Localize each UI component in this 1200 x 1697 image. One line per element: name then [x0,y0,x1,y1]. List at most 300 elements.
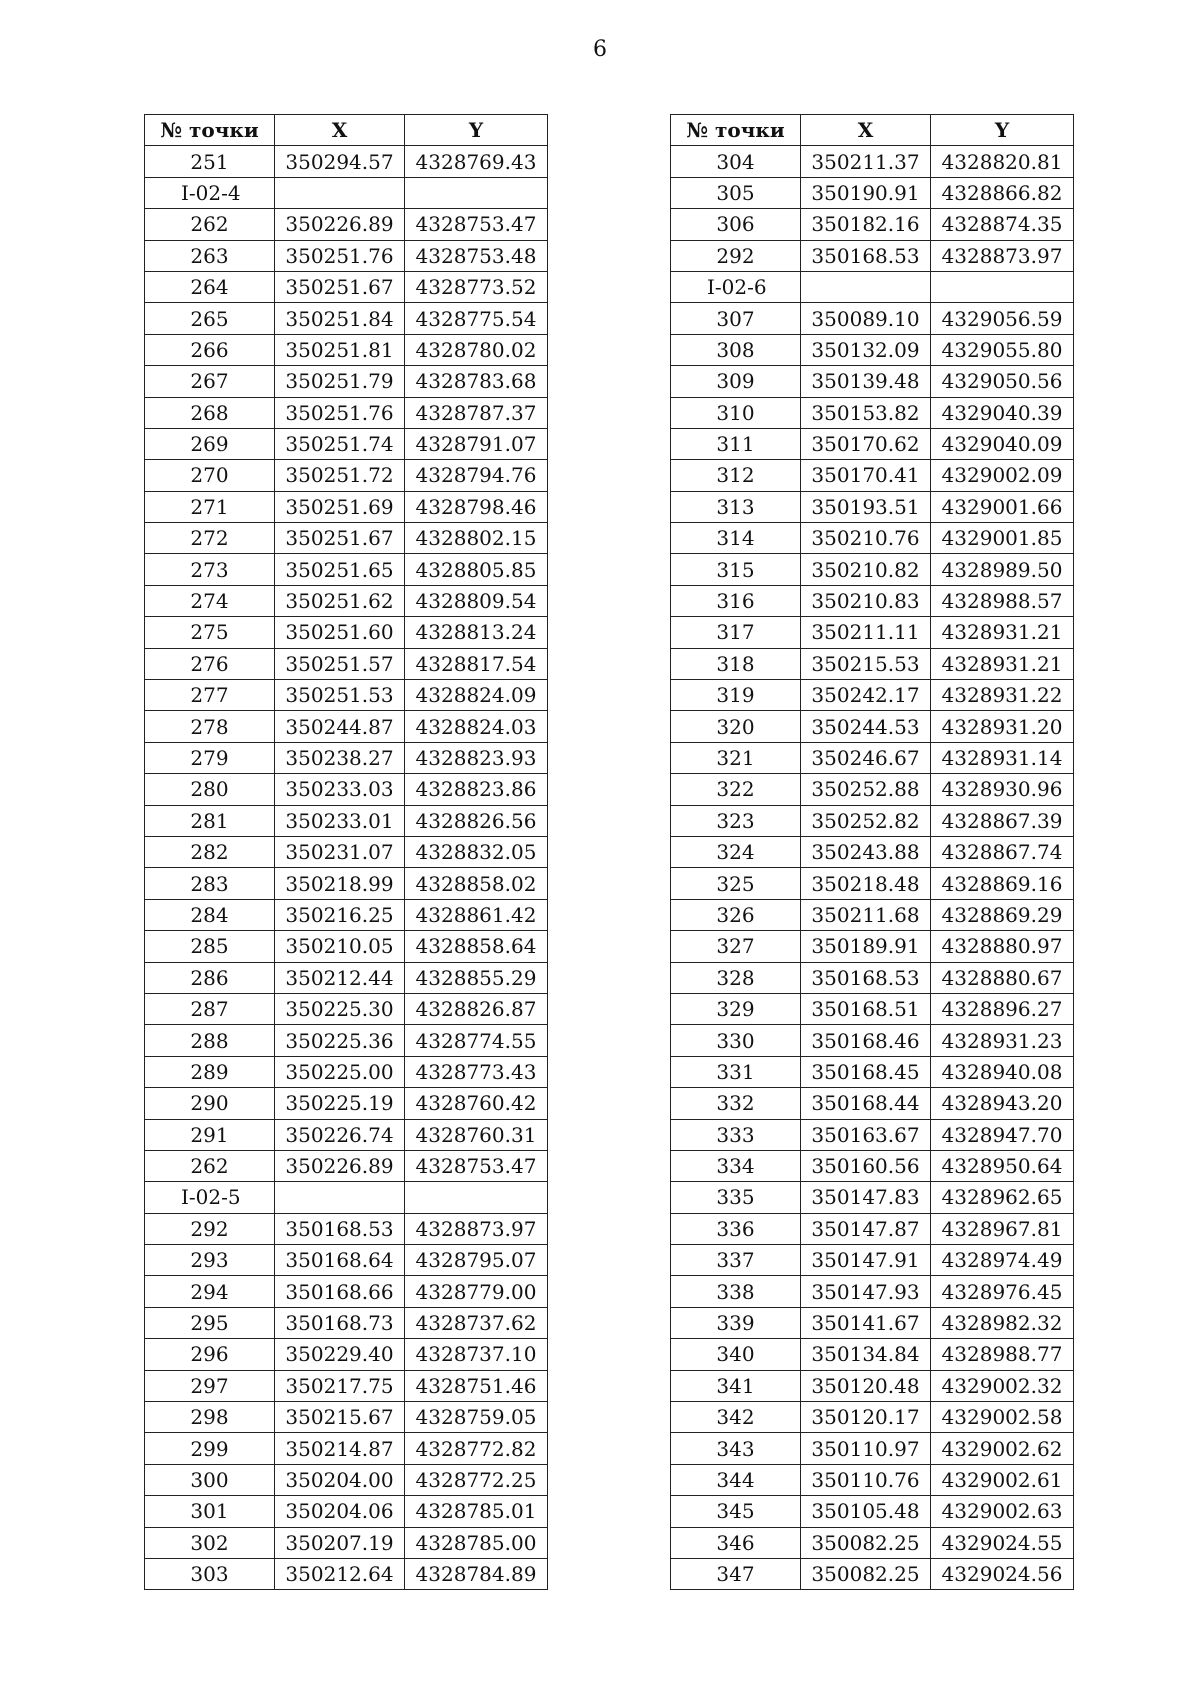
cell-x: 350252.88 [801,774,931,805]
cell-point-number: 278 [145,711,275,742]
cell-x: 350229.40 [275,1339,405,1370]
cell-x: 350153.82 [801,397,931,428]
cell-y: 4328950.64 [931,1150,1074,1181]
cell-y: 4328779.00 [405,1276,548,1307]
cell-x: 350163.67 [801,1119,931,1150]
cell-y: 4328931.20 [931,711,1074,742]
cell-y: 4328785.01 [405,1496,548,1527]
header-point-number: № точки [145,115,275,146]
cell-x: 350226.89 [275,1150,405,1181]
cell-y [931,271,1074,302]
table-row [145,1558,548,1589]
cell-group-label: I-02-6 [671,271,801,302]
cell-x: 350251.67 [275,271,405,302]
cell-y: 4328867.39 [931,805,1074,836]
cell-y: 4329056.59 [931,303,1074,334]
cell-x: 350210.82 [801,554,931,585]
cell-y: 4329002.63 [931,1496,1074,1527]
cell-x: 350251.60 [275,617,405,648]
table-row [145,491,548,522]
table-row [671,146,1074,177]
cell-y: 4328824.03 [405,711,548,742]
cell-x: 350082.25 [801,1527,931,1558]
cell-x: 350182.16 [801,209,931,240]
cell-point-number: 335 [671,1182,801,1213]
cell-y: 4329002.32 [931,1370,1074,1401]
cell-y: 4329001.66 [931,491,1074,522]
cell-point-number: 343 [671,1433,801,1464]
cell-x: 350215.53 [801,648,931,679]
cell-point-number: 286 [145,962,275,993]
cell-x: 350211.11 [801,617,931,648]
table-row [671,836,1074,867]
cell-point-number: 266 [145,334,275,365]
cell-y: 4328783.68 [405,366,548,397]
cell-point-number: 304 [671,146,801,177]
table-row [145,1056,548,1087]
cell-point-number: 307 [671,303,801,334]
cell-y: 4328974.49 [931,1245,1074,1276]
cell-point-number: 273 [145,554,275,585]
cell-y: 4328774.55 [405,1025,548,1056]
cell-x: 350214.87 [275,1433,405,1464]
table-row [145,931,548,962]
cell-x: 350120.17 [801,1402,931,1433]
cell-y: 4328760.42 [405,1088,548,1119]
cell-y: 4328832.05 [405,836,548,867]
cell-y: 4328982.32 [931,1307,1074,1338]
table-row [671,585,1074,616]
cell-y: 4328858.02 [405,868,548,899]
cell-point-number: 271 [145,491,275,522]
cell-y: 4328798.46 [405,491,548,522]
group-row [145,177,548,208]
cell-point-number: 289 [145,1056,275,1087]
cell-x: 350231.07 [275,836,405,867]
table-body-left [145,146,548,1590]
table-row [145,962,548,993]
cell-x: 350204.06 [275,1496,405,1527]
table-row [145,805,548,836]
cell-x: 350251.65 [275,554,405,585]
table-row [145,209,548,240]
cell-y: 4328751.46 [405,1370,548,1401]
cell-y: 4328867.74 [931,836,1074,867]
cell-y: 4328962.65 [931,1182,1074,1213]
table-row [145,836,548,867]
cell-point-number: 328 [671,962,801,993]
cell-y: 4328940.08 [931,1056,1074,1087]
cell-x: 350251.57 [275,648,405,679]
table-row [145,1245,548,1276]
cell-x: 350246.67 [801,742,931,773]
cell-x: 350168.51 [801,993,931,1024]
cell-y: 4328874.35 [931,209,1074,240]
table-row [145,146,548,177]
cell-y: 4328795.07 [405,1245,548,1276]
table-row [671,1119,1074,1150]
cell-y: 4328873.97 [931,240,1074,271]
table-row [145,1402,548,1433]
table-row [145,1433,548,1464]
cell-x: 350089.10 [801,303,931,334]
cell-point-number: 292 [145,1213,275,1244]
cell-point-number: 309 [671,366,801,397]
cell-x: 350210.83 [801,585,931,616]
cell-point-number: 265 [145,303,275,334]
cell-x: 350120.48 [801,1370,931,1401]
cell-x: 350168.66 [275,1276,405,1307]
cell-y: 4328931.23 [931,1025,1074,1056]
cell-point-number: 331 [671,1056,801,1087]
table-row [671,1182,1074,1213]
table-row [145,240,548,271]
cell-x: 350294.57 [275,146,405,177]
cell-x: 350082.25 [801,1558,931,1589]
table-row [145,774,548,805]
table-row [671,1245,1074,1276]
table-row [671,1307,1074,1338]
table-row [145,1213,548,1244]
table-row [145,1276,548,1307]
cell-y: 4329001.85 [931,523,1074,554]
cell-point-number: 298 [145,1402,275,1433]
table-row [671,366,1074,397]
cell-x: 350147.87 [801,1213,931,1244]
cell-x: 350226.89 [275,209,405,240]
table-row [671,523,1074,554]
cell-y: 4328930.96 [931,774,1074,805]
table-row [671,428,1074,459]
cell-x: 350211.37 [801,146,931,177]
cell-x: 350225.00 [275,1056,405,1087]
table-row [671,1464,1074,1495]
cell-y: 4328826.87 [405,993,548,1024]
table-row [671,711,1074,742]
cell-y: 4328805.85 [405,554,548,585]
cell-point-number: 251 [145,146,275,177]
cell-x: 350212.44 [275,962,405,993]
cell-x: 350251.69 [275,491,405,522]
cell-point-number: 317 [671,617,801,648]
cell-y: 4328737.10 [405,1339,548,1370]
cell-x: 350147.93 [801,1276,931,1307]
cell-point-number: 264 [145,271,275,302]
cell-x: 350168.64 [275,1245,405,1276]
cell-y: 4328988.57 [931,585,1074,616]
cell-y: 4329040.39 [931,397,1074,428]
table-row [671,648,1074,679]
cell-y: 4328931.21 [931,617,1074,648]
table-row [671,1433,1074,1464]
cell-y: 4328943.20 [931,1088,1074,1119]
cell-point-number: 301 [145,1496,275,1527]
cell-point-number: 326 [671,899,801,930]
cell-x: 350189.91 [801,931,931,962]
cell-point-number: 334 [671,1150,801,1181]
cell-y: 4329002.62 [931,1433,1074,1464]
cell-x: 350134.84 [801,1339,931,1370]
cell-x: 350110.97 [801,1433,931,1464]
cell-point-number: 310 [671,397,801,428]
cell-x: 350141.67 [801,1307,931,1338]
cell-point-number: 316 [671,585,801,616]
cell-x: 350226.74 [275,1119,405,1150]
cell-x: 350160.56 [801,1150,931,1181]
cell-y: 4328869.29 [931,899,1074,930]
cell-point-number: 274 [145,585,275,616]
cell-x: 350251.72 [275,460,405,491]
header-row [145,115,548,146]
cell-point-number: 313 [671,491,801,522]
cell-point-number: 269 [145,428,275,459]
cell-y: 4328823.93 [405,742,548,773]
cell-x: 350251.62 [275,585,405,616]
cell-y: 4328775.54 [405,303,548,334]
cell-x: 350168.44 [801,1088,931,1119]
group-row [671,271,1074,302]
table-row [145,1088,548,1119]
cell-point-number: 318 [671,648,801,679]
table-row [145,1339,548,1370]
table-row [671,177,1074,208]
table-row [671,491,1074,522]
cell-point-number: 282 [145,836,275,867]
cell-point-number: 324 [671,836,801,867]
table-row [145,711,548,742]
cell-point-number: 296 [145,1339,275,1370]
cell-point-number: 346 [671,1527,801,1558]
cell-point-number: 291 [145,1119,275,1150]
cell-x: 350233.01 [275,805,405,836]
cell-point-number: 303 [145,1558,275,1589]
cell-x: 350139.48 [801,366,931,397]
header-point-number: № точки [671,115,801,146]
cell-point-number: 319 [671,680,801,711]
cell-point-number: 302 [145,1527,275,1558]
cell-x: 350251.53 [275,680,405,711]
header-y: Y [931,115,1074,146]
cell-point-number: 300 [145,1464,275,1495]
cell-y: 4328976.45 [931,1276,1074,1307]
table-row [671,993,1074,1024]
cell-y: 4328760.31 [405,1119,548,1150]
table-row [145,554,548,585]
cell-point-number: 321 [671,742,801,773]
cell-x: 350225.19 [275,1088,405,1119]
table-body-right [671,146,1074,1590]
cell-y: 4328785.00 [405,1527,548,1558]
table-row [145,460,548,491]
cell-x: 350251.79 [275,366,405,397]
cell-y: 4328802.15 [405,523,548,554]
cell-point-number: 345 [671,1496,801,1527]
table-row [145,271,548,302]
cell-x: 350170.62 [801,428,931,459]
cell-x: 350217.75 [275,1370,405,1401]
cell-point-number: 323 [671,805,801,836]
cell-point-number: 295 [145,1307,275,1338]
cell-point-number: 340 [671,1339,801,1370]
table-row [671,303,1074,334]
table-row [145,585,548,616]
cell-x [801,271,931,302]
cell-x: 350168.53 [801,240,931,271]
cell-point-number: 292 [671,240,801,271]
cell-x: 350212.64 [275,1558,405,1589]
coordinates-table-right [670,114,1074,1590]
cell-x: 350190.91 [801,177,931,208]
cell-point-number: 276 [145,648,275,679]
table-row [671,1527,1074,1558]
cell-point-number: 305 [671,177,801,208]
cell-point-number: 290 [145,1088,275,1119]
cell-y: 4328753.47 [405,209,548,240]
cell-y: 4328823.86 [405,774,548,805]
table-row [671,1025,1074,1056]
table-row [671,1056,1074,1087]
cell-y: 4328787.37 [405,397,548,428]
cell-point-number: 320 [671,711,801,742]
cell-point-number: 267 [145,366,275,397]
cell-y: 4328855.29 [405,962,548,993]
cell-group-label: I-02-4 [145,177,275,208]
cell-point-number: 342 [671,1402,801,1433]
table-row [671,1496,1074,1527]
cell-x: 350251.81 [275,334,405,365]
group-row [145,1182,548,1213]
cell-x [275,177,405,208]
cell-point-number: 262 [145,1150,275,1181]
cell-x: 350251.74 [275,428,405,459]
table-row [671,1213,1074,1244]
cell-y: 4328737.62 [405,1307,548,1338]
cell-x: 350168.53 [275,1213,405,1244]
cell-y: 4328769.43 [405,146,548,177]
cell-x: 350242.17 [801,680,931,711]
header-x: X [275,115,405,146]
cell-y: 4328989.50 [931,554,1074,585]
cell-y: 4329024.55 [931,1527,1074,1558]
cell-point-number: 270 [145,460,275,491]
cell-y: 4328809.54 [405,585,548,616]
cell-point-number: 311 [671,428,801,459]
cell-y: 4328873.97 [405,1213,548,1244]
cell-y: 4329055.80 [931,334,1074,365]
cell-x: 350211.68 [801,899,931,930]
cell-y: 4328866.82 [931,177,1074,208]
cell-x: 350193.51 [801,491,931,522]
cell-point-number: 322 [671,774,801,805]
cell-y: 4328784.89 [405,1558,548,1589]
table-row [671,680,1074,711]
cell-x: 350170.41 [801,460,931,491]
table-row [671,1402,1074,1433]
cell-x: 350225.36 [275,1025,405,1056]
cell-x: 350168.46 [801,1025,931,1056]
cell-point-number: 279 [145,742,275,773]
cell-point-number: 287 [145,993,275,1024]
table-row [145,1464,548,1495]
table-row [671,334,1074,365]
cell-x [275,1182,405,1213]
cell-point-number: 288 [145,1025,275,1056]
page-number: 6 [593,37,607,62]
table-row [145,523,548,554]
table-row [145,366,548,397]
table-row [671,240,1074,271]
cell-point-number: 327 [671,931,801,962]
header-y: Y [405,115,548,146]
cell-point-number: 275 [145,617,275,648]
cell-y: 4328772.82 [405,1433,548,1464]
table-row [145,899,548,930]
cell-x: 350168.45 [801,1056,931,1087]
table-row [671,1150,1074,1181]
cell-y: 4328869.16 [931,868,1074,899]
cell-x: 350252.82 [801,805,931,836]
cell-x: 350110.76 [801,1464,931,1495]
cell-y [405,1182,548,1213]
cell-point-number: 284 [145,899,275,930]
table-row [671,899,1074,930]
table-row [145,1527,548,1558]
cell-y: 4328773.52 [405,271,548,302]
cell-x: 350105.48 [801,1496,931,1527]
cell-y: 4328794.76 [405,460,548,491]
cell-point-number: 312 [671,460,801,491]
cell-y: 4328813.24 [405,617,548,648]
cell-x: 350233.03 [275,774,405,805]
cell-y: 4328759.05 [405,1402,548,1433]
table-row [671,397,1074,428]
table-row [145,1370,548,1401]
cell-y: 4328824.09 [405,680,548,711]
cell-y: 4328880.67 [931,962,1074,993]
cell-point-number: 330 [671,1025,801,1056]
cell-point-number: 308 [671,334,801,365]
cell-point-number: 347 [671,1558,801,1589]
cell-y: 4329040.09 [931,428,1074,459]
table-row [145,993,548,1024]
table-row [671,805,1074,836]
cell-x: 350147.91 [801,1245,931,1276]
table-row [671,554,1074,585]
cell-x: 350218.99 [275,868,405,899]
cell-x: 350215.67 [275,1402,405,1433]
cell-x: 350243.88 [801,836,931,867]
table-row [145,1496,548,1527]
cell-x: 350210.76 [801,523,931,554]
cell-y: 4328753.47 [405,1150,548,1181]
cell-x: 350168.53 [801,962,931,993]
cell-y: 4329050.56 [931,366,1074,397]
cell-y: 4328947.70 [931,1119,1074,1150]
table-row [145,742,548,773]
table-row [671,774,1074,805]
cell-y: 4328753.48 [405,240,548,271]
table-row [145,303,548,334]
cell-point-number: 262 [145,209,275,240]
cell-point-number: 325 [671,868,801,899]
cell-y: 4328820.81 [931,146,1074,177]
cell-y: 4329024.56 [931,1558,1074,1589]
cell-point-number: 341 [671,1370,801,1401]
table-row [671,1088,1074,1119]
cell-point-number: 294 [145,1276,275,1307]
coordinates-table-left [144,114,548,1590]
cell-x: 350244.87 [275,711,405,742]
